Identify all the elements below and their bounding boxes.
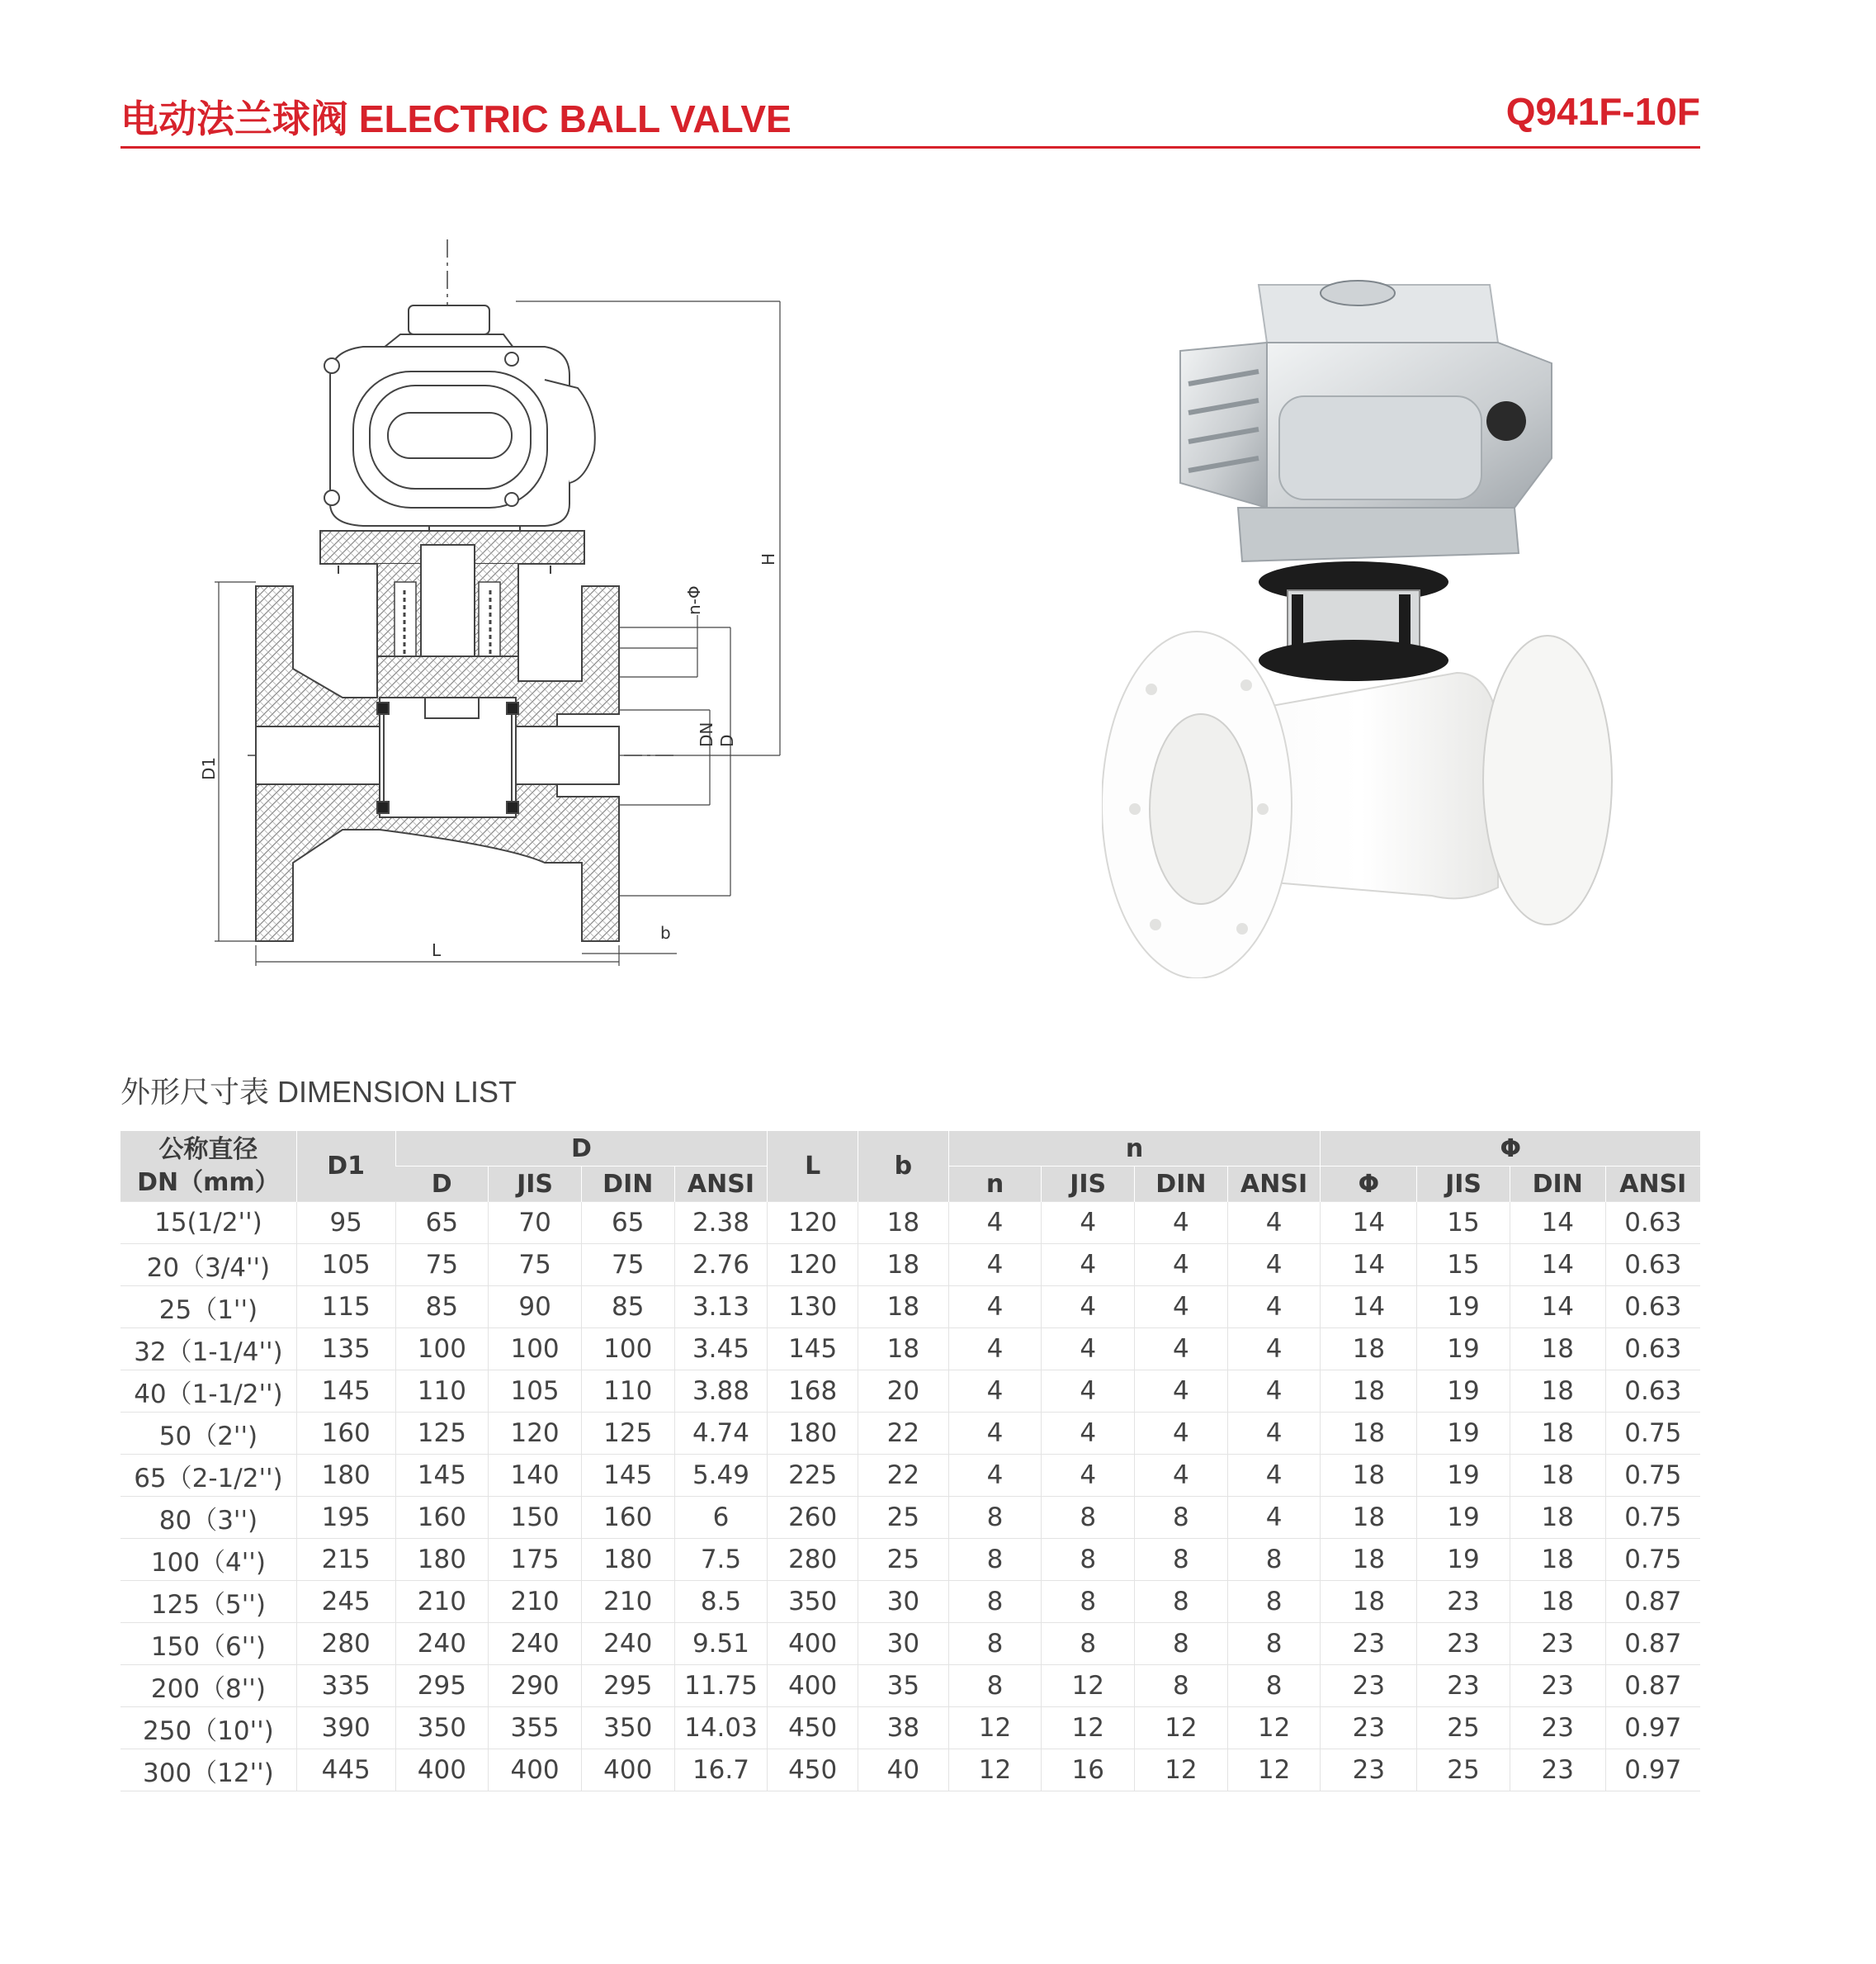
cell-b: 35 xyxy=(858,1665,949,1707)
cell-n-jis: 4 xyxy=(1042,1286,1135,1328)
cell-l: 120 xyxy=(768,1202,858,1244)
cell-d-jis: 100 xyxy=(489,1328,582,1370)
cell-phi-din: 18 xyxy=(1510,1328,1605,1370)
table-row xyxy=(120,1413,1700,1455)
cell-phi-ansi: 0.63 xyxy=(1605,1328,1700,1370)
cell-dn: 150（6'') xyxy=(120,1623,296,1665)
cell-d-ansi: 2.76 xyxy=(674,1244,768,1286)
cell-phi-ansi: 0.97 xyxy=(1605,1749,1700,1791)
cell-d: 125 xyxy=(395,1413,489,1455)
cell-d-ansi: 11.75 xyxy=(674,1665,768,1707)
cell-d-din: 160 xyxy=(581,1497,674,1539)
cell-d1: 135 xyxy=(296,1328,395,1370)
cell-d: 100 xyxy=(395,1328,489,1370)
cell-n-din: 4 xyxy=(1135,1202,1228,1244)
dim-label-H: H xyxy=(758,552,778,566)
cell-phi-jis: 19 xyxy=(1417,1286,1510,1328)
cell-d-jis: 150 xyxy=(489,1497,582,1539)
cell-b: 30 xyxy=(858,1623,949,1665)
cell-d-din: 400 xyxy=(581,1749,674,1791)
cell-d-ansi: 2.38 xyxy=(674,1202,768,1244)
cell-n: 4 xyxy=(948,1328,1042,1370)
cell-b: 22 xyxy=(858,1413,949,1455)
cell-n-ansi: 12 xyxy=(1227,1707,1321,1749)
cell-n-jis: 4 xyxy=(1042,1244,1135,1286)
cell-d-jis: 175 xyxy=(489,1539,582,1581)
table-row xyxy=(120,1707,1700,1749)
cell-n-jis: 4 xyxy=(1042,1328,1135,1370)
cell-n: 4 xyxy=(948,1202,1042,1244)
cell-d-jis: 70 xyxy=(489,1202,582,1244)
cell-n-din: 8 xyxy=(1135,1623,1228,1665)
cell-b: 18 xyxy=(858,1202,949,1244)
cell-n: 4 xyxy=(948,1413,1042,1455)
cell-d-ansi: 3.88 xyxy=(674,1370,768,1413)
table-row xyxy=(120,1244,1700,1286)
cell-d-ansi: 9.51 xyxy=(674,1623,768,1665)
cell-d1: 145 xyxy=(296,1370,395,1413)
header-phi-phi: Φ xyxy=(1321,1167,1417,1202)
page-header xyxy=(120,89,1700,147)
header-d-din: DIN xyxy=(581,1167,674,1202)
cell-d-din: 100 xyxy=(581,1328,674,1370)
cell-n-ansi: 4 xyxy=(1227,1328,1321,1370)
cell-d-din: 75 xyxy=(581,1244,674,1286)
cell-l: 120 xyxy=(768,1244,858,1286)
cell-dn: 80（3'') xyxy=(120,1497,296,1539)
cell-d: 295 xyxy=(395,1665,489,1707)
cell-n-jis: 12 xyxy=(1042,1665,1135,1707)
cell-n-din: 8 xyxy=(1135,1497,1228,1539)
cell-d1: 180 xyxy=(296,1455,395,1497)
cell-dn: 32（1-1/4'') xyxy=(120,1328,296,1370)
cell-n: 8 xyxy=(948,1581,1042,1623)
cell-phi: 23 xyxy=(1321,1707,1417,1749)
cell-n-din: 4 xyxy=(1135,1370,1228,1413)
cell-phi-ansi: 0.63 xyxy=(1605,1370,1700,1413)
cell-phi-jis: 23 xyxy=(1417,1623,1510,1665)
dimension-list-title: 外形尺寸表 DIMENSION LIST xyxy=(120,1075,517,1109)
header-phi-din: DIN xyxy=(1510,1167,1605,1202)
cell-n-din: 4 xyxy=(1135,1286,1228,1328)
cell-n-ansi: 12 xyxy=(1227,1749,1321,1791)
cell-phi-ansi: 0.87 xyxy=(1605,1665,1700,1707)
cell-phi-jis: 19 xyxy=(1417,1328,1510,1370)
cell-b: 40 xyxy=(858,1749,949,1791)
cell-d: 210 xyxy=(395,1581,489,1623)
cell-phi-ansi: 0.63 xyxy=(1605,1244,1700,1286)
cell-n-din: 4 xyxy=(1135,1413,1228,1455)
header-l: L xyxy=(768,1131,858,1202)
cell-d-jis: 120 xyxy=(489,1413,582,1455)
cell-l: 450 xyxy=(768,1749,858,1791)
cell-phi-ansi: 0.75 xyxy=(1605,1539,1700,1581)
cell-d1: 95 xyxy=(296,1202,395,1244)
header-d-d: D xyxy=(395,1167,489,1202)
cell-dn: 300（12'') xyxy=(120,1749,296,1791)
table-row xyxy=(120,1581,1700,1623)
cell-d: 180 xyxy=(395,1539,489,1581)
cell-dn: 25（1'') xyxy=(120,1286,296,1328)
cell-phi-jis: 19 xyxy=(1417,1370,1510,1413)
cell-phi: 18 xyxy=(1321,1370,1417,1413)
cell-n-din: 8 xyxy=(1135,1581,1228,1623)
cell-d-ansi: 14.03 xyxy=(674,1707,768,1749)
cell-n-jis: 4 xyxy=(1042,1202,1135,1244)
header-n-n: n xyxy=(948,1167,1042,1202)
cell-n-jis: 8 xyxy=(1042,1497,1135,1539)
cell-dn: 20（3/4'') xyxy=(120,1244,296,1286)
cell-n: 4 xyxy=(948,1370,1042,1413)
header-phi-ansi: ANSI xyxy=(1605,1167,1700,1202)
table-row xyxy=(120,1749,1700,1791)
header-d-group: D xyxy=(395,1131,768,1167)
cell-b: 18 xyxy=(858,1286,949,1328)
header-d-ansi: ANSI xyxy=(674,1167,768,1202)
cell-phi-ansi: 0.63 xyxy=(1605,1202,1700,1244)
header-n-group: n xyxy=(948,1131,1321,1167)
header-dn-line1: 公称直径 xyxy=(158,1134,258,1164)
table-row xyxy=(120,1665,1700,1707)
table-row xyxy=(120,1539,1700,1581)
cell-d-jis: 240 xyxy=(489,1623,582,1665)
cell-d-jis: 355 xyxy=(489,1707,582,1749)
cell-phi-jis: 23 xyxy=(1417,1665,1510,1707)
cell-d1: 445 xyxy=(296,1749,395,1791)
cell-d-jis: 90 xyxy=(489,1286,582,1328)
cell-d: 160 xyxy=(395,1497,489,1539)
dim-label-b: b xyxy=(660,923,671,943)
cell-d1: 390 xyxy=(296,1707,395,1749)
cell-n: 8 xyxy=(948,1665,1042,1707)
product-photo xyxy=(1102,260,1630,978)
cell-n-din: 4 xyxy=(1135,1455,1228,1497)
table-row xyxy=(120,1455,1700,1497)
cell-d-ansi: 3.13 xyxy=(674,1286,768,1328)
cell-d-ansi: 6 xyxy=(674,1497,768,1539)
cell-l: 168 xyxy=(768,1370,858,1413)
header-dn-line2: DN（mm） xyxy=(137,1167,280,1197)
cell-phi-jis: 15 xyxy=(1417,1202,1510,1244)
cell-n-ansi: 8 xyxy=(1227,1665,1321,1707)
cell-phi: 18 xyxy=(1321,1581,1417,1623)
header-n-ansi: ANSI xyxy=(1227,1167,1321,1202)
dimension-table xyxy=(120,1131,1700,1791)
cell-l: 350 xyxy=(768,1581,858,1623)
cell-phi-din: 14 xyxy=(1510,1202,1605,1244)
cell-phi-jis: 19 xyxy=(1417,1497,1510,1539)
cell-n-ansi: 8 xyxy=(1227,1539,1321,1581)
cell-l: 280 xyxy=(768,1539,858,1581)
cell-dn: 65（2-1/2'') xyxy=(120,1455,296,1497)
cell-d-din: 210 xyxy=(581,1581,674,1623)
cell-dn: 100（4'') xyxy=(120,1539,296,1581)
cell-n-ansi: 4 xyxy=(1227,1202,1321,1244)
cell-d-din: 85 xyxy=(581,1286,674,1328)
cell-phi: 14 xyxy=(1321,1286,1417,1328)
dim-label-n-phi: n-Φ xyxy=(684,585,704,615)
cell-n-jis: 16 xyxy=(1042,1749,1135,1791)
cell-phi-ansi: 0.87 xyxy=(1605,1581,1700,1623)
cell-phi: 14 xyxy=(1321,1202,1417,1244)
cell-d: 85 xyxy=(395,1286,489,1328)
cell-phi-din: 18 xyxy=(1510,1455,1605,1497)
cell-d: 350 xyxy=(395,1707,489,1749)
cell-n: 12 xyxy=(948,1707,1042,1749)
cell-n-din: 8 xyxy=(1135,1665,1228,1707)
cell-d-ansi: 7.5 xyxy=(674,1539,768,1581)
cell-n-jis: 4 xyxy=(1042,1455,1135,1497)
cell-d-jis: 140 xyxy=(489,1455,582,1497)
cell-d: 145 xyxy=(395,1455,489,1497)
cell-b: 20 xyxy=(858,1370,949,1413)
cell-n-ansi: 4 xyxy=(1227,1244,1321,1286)
cell-dn: 250（10'') xyxy=(120,1707,296,1749)
model-number: Q941F-10F xyxy=(1505,90,1700,133)
table-row xyxy=(120,1286,1700,1328)
header-n-jis: JIS xyxy=(1042,1167,1135,1202)
cell-phi-ansi: 0.75 xyxy=(1605,1497,1700,1539)
cell-d1: 105 xyxy=(296,1244,395,1286)
cell-d-ansi: 5.49 xyxy=(674,1455,768,1497)
dim-label-DN: DN xyxy=(697,722,716,747)
valve-section-drawing xyxy=(182,235,809,982)
cell-phi: 18 xyxy=(1321,1455,1417,1497)
cell-n: 12 xyxy=(948,1749,1042,1791)
dim-label-D: D xyxy=(717,734,737,747)
cell-phi-jis: 19 xyxy=(1417,1413,1510,1455)
cell-d-din: 125 xyxy=(581,1413,674,1455)
cell-d-din: 65 xyxy=(581,1202,674,1244)
header-divider xyxy=(120,146,1700,149)
cell-d-din: 180 xyxy=(581,1539,674,1581)
cell-phi: 18 xyxy=(1321,1413,1417,1455)
cell-d-din: 145 xyxy=(581,1455,674,1497)
cell-n-ansi: 8 xyxy=(1227,1581,1321,1623)
table-row xyxy=(120,1370,1700,1413)
cell-d-jis: 290 xyxy=(489,1665,582,1707)
dim-label-L: L xyxy=(432,940,442,960)
cell-l: 260 xyxy=(768,1497,858,1539)
cell-d1: 160 xyxy=(296,1413,395,1455)
header-d1: D1 xyxy=(296,1131,395,1202)
cell-l: 225 xyxy=(768,1455,858,1497)
header-dn xyxy=(120,1131,296,1202)
cell-d1: 115 xyxy=(296,1286,395,1328)
cell-d-jis: 105 xyxy=(489,1370,582,1413)
cell-phi-jis: 23 xyxy=(1417,1581,1510,1623)
cell-phi-din: 23 xyxy=(1510,1623,1605,1665)
cell-n-din: 4 xyxy=(1135,1244,1228,1286)
cell-phi: 18 xyxy=(1321,1497,1417,1539)
cell-phi-din: 14 xyxy=(1510,1244,1605,1286)
cell-d-ansi: 4.74 xyxy=(674,1413,768,1455)
cell-d-din: 110 xyxy=(581,1370,674,1413)
cell-phi-jis: 19 xyxy=(1417,1455,1510,1497)
header-b: b xyxy=(858,1131,949,1202)
cell-phi-jis: 25 xyxy=(1417,1749,1510,1791)
header-phi-jis: JIS xyxy=(1417,1167,1510,1202)
cell-d: 240 xyxy=(395,1623,489,1665)
cell-phi-ansi: 0.97 xyxy=(1605,1707,1700,1749)
cell-phi-jis: 25 xyxy=(1417,1707,1510,1749)
cell-b: 25 xyxy=(858,1497,949,1539)
cell-phi: 14 xyxy=(1321,1244,1417,1286)
cell-n-jis: 4 xyxy=(1042,1413,1135,1455)
cell-phi: 18 xyxy=(1321,1328,1417,1370)
cell-n-din: 4 xyxy=(1135,1328,1228,1370)
cell-b: 22 xyxy=(858,1455,949,1497)
cell-dn: 15(1/2'') xyxy=(120,1202,296,1244)
table-row xyxy=(120,1328,1700,1370)
cell-phi-din: 18 xyxy=(1510,1581,1605,1623)
cell-d1: 245 xyxy=(296,1581,395,1623)
cell-d-din: 295 xyxy=(581,1665,674,1707)
cell-d1: 195 xyxy=(296,1497,395,1539)
cell-n: 4 xyxy=(948,1455,1042,1497)
cell-phi-din: 14 xyxy=(1510,1286,1605,1328)
cell-d-ansi: 16.7 xyxy=(674,1749,768,1791)
cell-n-ansi: 4 xyxy=(1227,1286,1321,1328)
cell-d1: 335 xyxy=(296,1665,395,1707)
cell-n-din: 8 xyxy=(1135,1539,1228,1581)
cell-b: 30 xyxy=(858,1581,949,1623)
header-n-din: DIN xyxy=(1135,1167,1228,1202)
cell-d-ansi: 8.5 xyxy=(674,1581,768,1623)
cell-n: 4 xyxy=(948,1286,1042,1328)
cell-n-jis: 8 xyxy=(1042,1581,1135,1623)
cell-n: 8 xyxy=(948,1623,1042,1665)
cell-l: 450 xyxy=(768,1707,858,1749)
cell-phi-ansi: 0.75 xyxy=(1605,1413,1700,1455)
cell-phi-din: 23 xyxy=(1510,1665,1605,1707)
cell-phi-ansi: 0.75 xyxy=(1605,1455,1700,1497)
cell-phi-din: 18 xyxy=(1510,1497,1605,1539)
cell-n-jis: 8 xyxy=(1042,1623,1135,1665)
cell-d-jis: 400 xyxy=(489,1749,582,1791)
cell-d: 110 xyxy=(395,1370,489,1413)
table-row xyxy=(120,1497,1700,1539)
cell-d-ansi: 3.45 xyxy=(674,1328,768,1370)
cell-d-jis: 210 xyxy=(489,1581,582,1623)
table-row xyxy=(120,1623,1700,1665)
cell-d-din: 350 xyxy=(581,1707,674,1749)
header-phi-group: Φ xyxy=(1321,1131,1700,1167)
cell-l: 130 xyxy=(768,1286,858,1328)
cell-n-ansi: 4 xyxy=(1227,1370,1321,1413)
cell-n-ansi: 8 xyxy=(1227,1623,1321,1665)
header-d-jis: JIS xyxy=(489,1167,582,1202)
table-row xyxy=(120,1202,1700,1244)
cell-b: 18 xyxy=(858,1328,949,1370)
table-header-row-1 xyxy=(120,1131,1700,1167)
cell-n-jis: 12 xyxy=(1042,1707,1135,1749)
cell-l: 180 xyxy=(768,1413,858,1455)
cell-d: 65 xyxy=(395,1202,489,1244)
cell-phi-din: 18 xyxy=(1510,1370,1605,1413)
cell-phi: 18 xyxy=(1321,1539,1417,1581)
cell-phi: 23 xyxy=(1321,1623,1417,1665)
cell-phi-jis: 19 xyxy=(1417,1539,1510,1581)
cell-b: 25 xyxy=(858,1539,949,1581)
cell-b: 38 xyxy=(858,1707,949,1749)
cell-dn: 125（5'') xyxy=(120,1581,296,1623)
cell-n: 8 xyxy=(948,1497,1042,1539)
cell-n-ansi: 4 xyxy=(1227,1455,1321,1497)
cell-phi-ansi: 0.87 xyxy=(1605,1623,1700,1665)
cell-phi: 23 xyxy=(1321,1749,1417,1791)
cell-phi-jis: 15 xyxy=(1417,1244,1510,1286)
cell-n: 8 xyxy=(948,1539,1042,1581)
cell-dn: 200（8'') xyxy=(120,1665,296,1707)
cell-l: 145 xyxy=(768,1328,858,1370)
dim-label-D1: D1 xyxy=(199,756,219,780)
page-title: 电动法兰球阀 ELECTRIC BALL VALVE xyxy=(120,97,792,140)
cell-dn: 40（1-1/2'') xyxy=(120,1370,296,1413)
cell-n-ansi: 4 xyxy=(1227,1413,1321,1455)
cell-d1: 280 xyxy=(296,1623,395,1665)
cell-phi-din: 18 xyxy=(1510,1539,1605,1581)
cell-n: 4 xyxy=(948,1244,1042,1286)
cell-phi-din: 23 xyxy=(1510,1749,1605,1791)
cell-phi-din: 18 xyxy=(1510,1413,1605,1455)
cell-n-din: 12 xyxy=(1135,1707,1228,1749)
cell-n-jis: 4 xyxy=(1042,1370,1135,1413)
cell-phi: 23 xyxy=(1321,1665,1417,1707)
cell-phi-ansi: 0.63 xyxy=(1605,1286,1700,1328)
cell-l: 400 xyxy=(768,1623,858,1665)
table-body xyxy=(120,1202,1700,1791)
cell-n-jis: 8 xyxy=(1042,1539,1135,1581)
cell-d: 75 xyxy=(395,1244,489,1286)
cell-n-ansi: 4 xyxy=(1227,1497,1321,1539)
cell-n-din: 12 xyxy=(1135,1749,1228,1791)
cell-phi-din: 23 xyxy=(1510,1707,1605,1749)
cell-b: 18 xyxy=(858,1244,949,1286)
cell-d1: 215 xyxy=(296,1539,395,1581)
cell-d: 400 xyxy=(395,1749,489,1791)
cell-l: 400 xyxy=(768,1665,858,1707)
cell-dn: 50（2'') xyxy=(120,1413,296,1455)
cell-d-jis: 75 xyxy=(489,1244,582,1286)
cell-d-din: 240 xyxy=(581,1623,674,1665)
